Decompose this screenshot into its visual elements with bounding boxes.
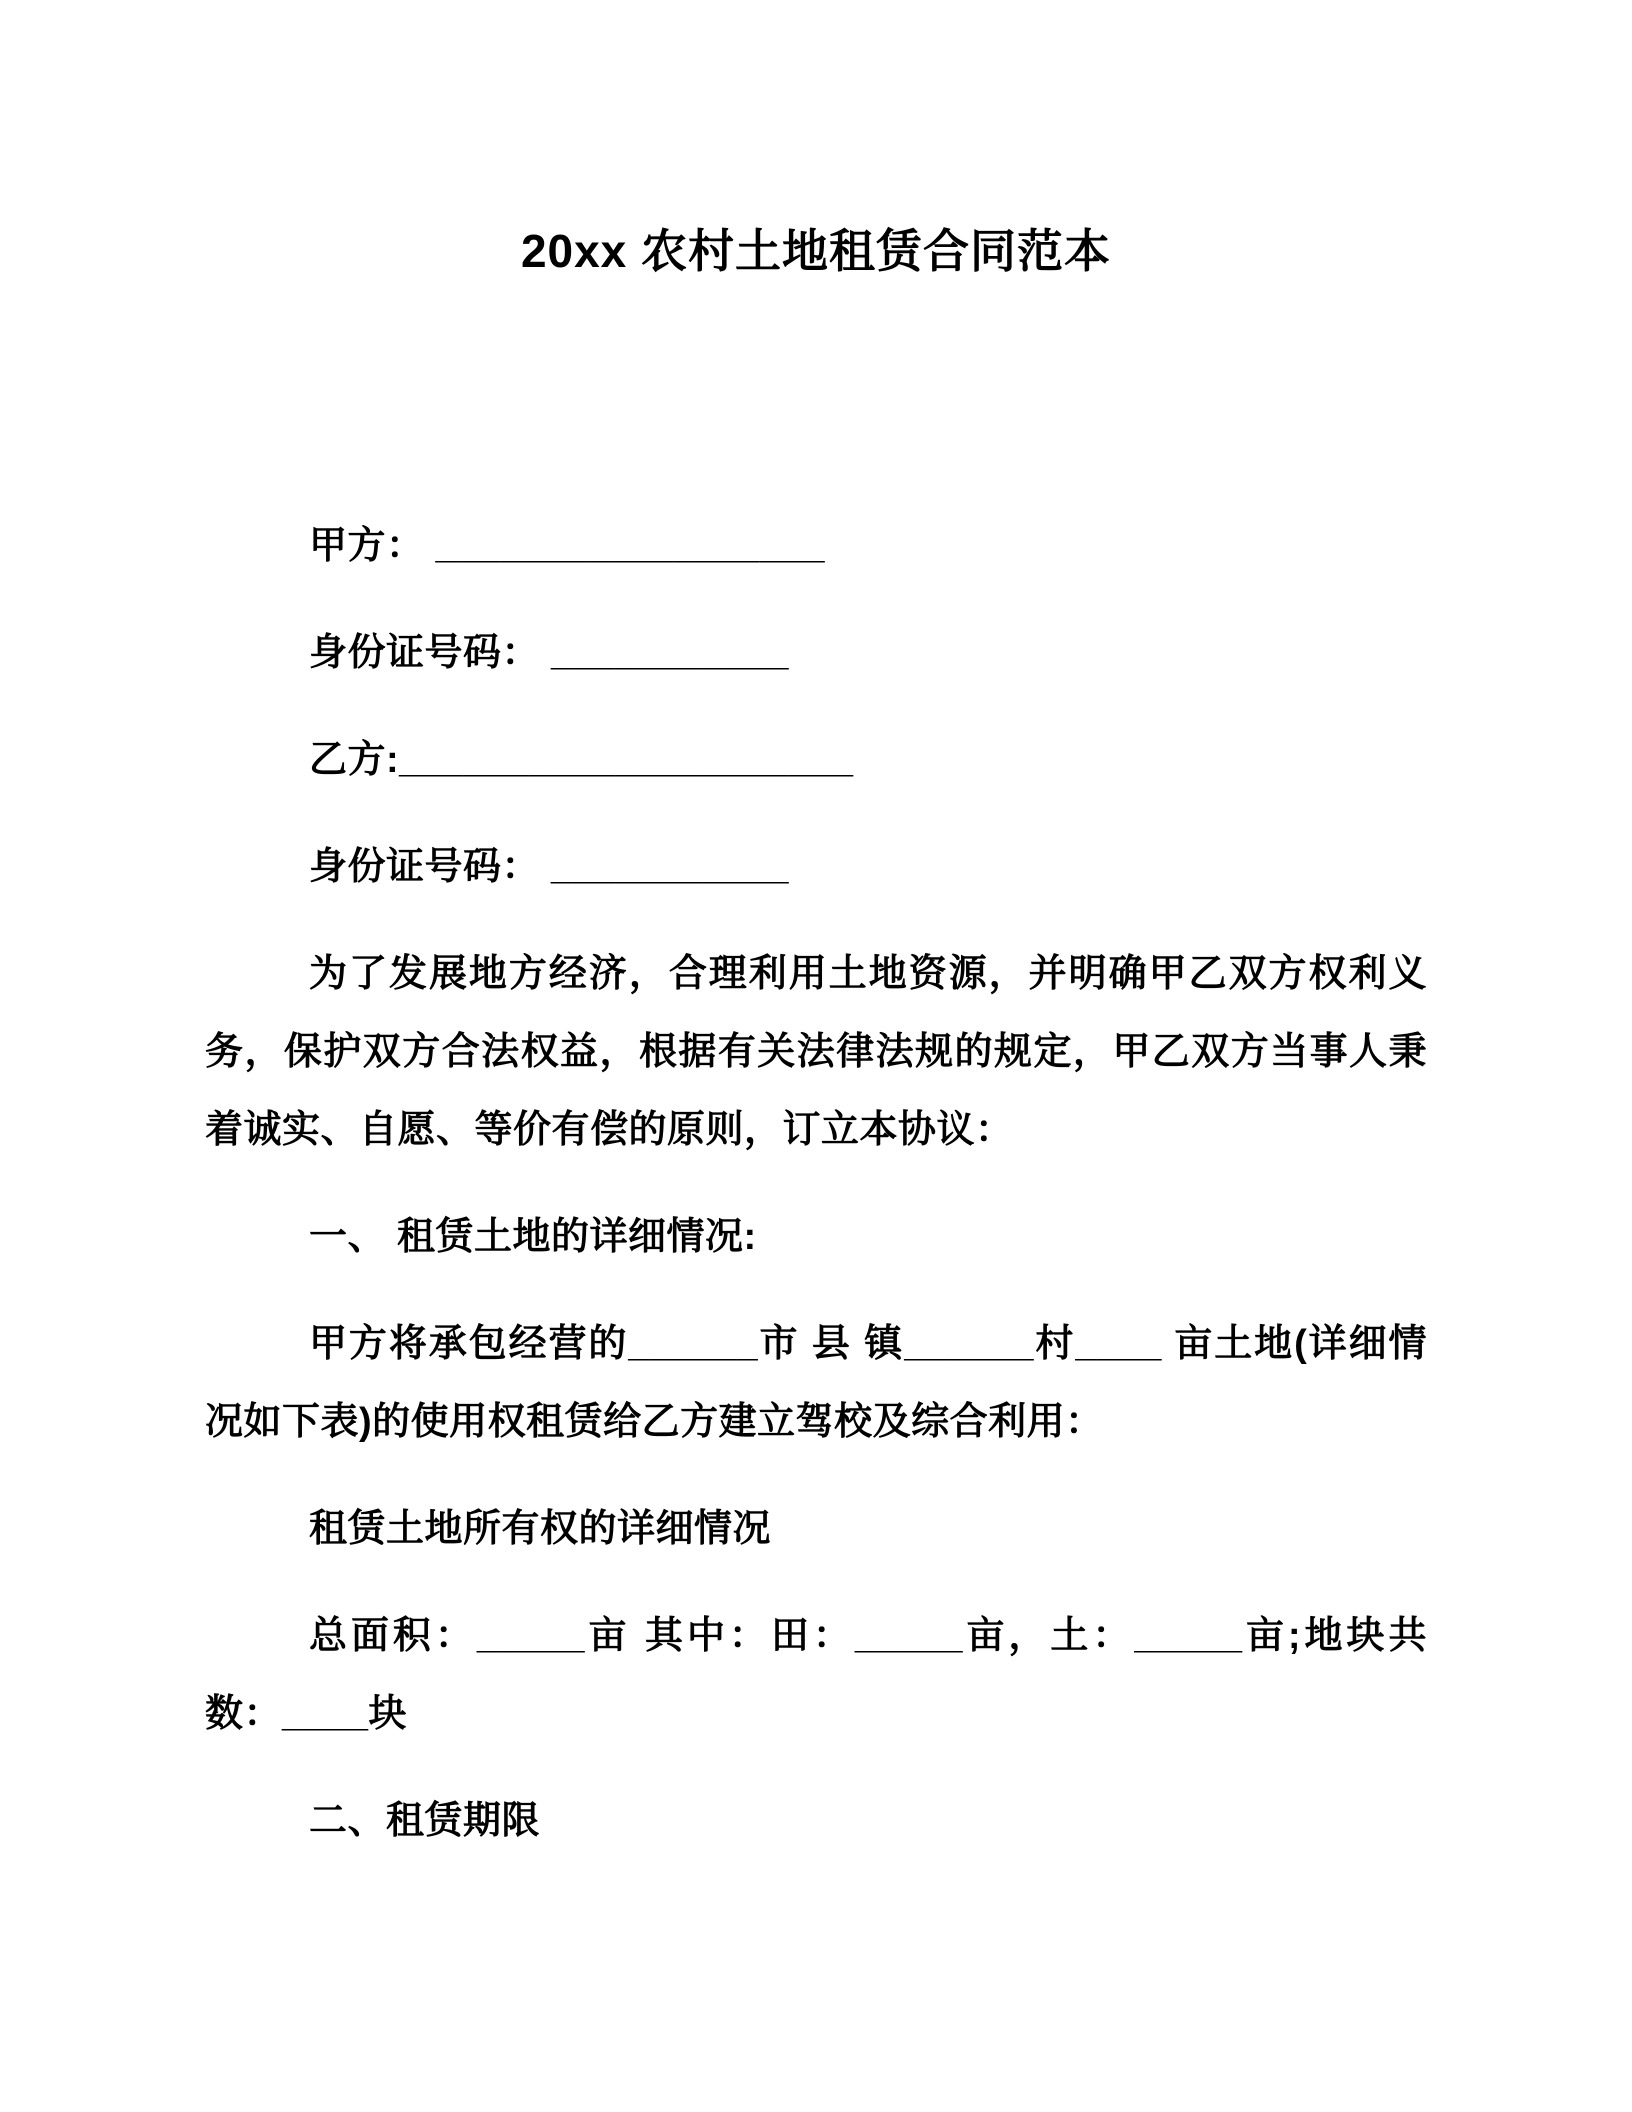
party-b-line: 乙方:_____________________ — [309, 739, 854, 781]
land-detail-paragraph: 甲方将承包经营的______市 县 镇______村____ 亩土地(详细情况如下表)的使用权租赁给乙方建立驾校及综合利用： — [205, 1323, 1427, 1443]
section-1-heading: 一、 租赁土地的详细情况: — [309, 1216, 757, 1258]
area-detail-paragraph: 总面积：_____亩 其中：田：_____亩，土：_____亩;地块共数：____块 — [205, 1615, 1427, 1735]
document-title: 20xx 农村土地租赁合同范本 — [520, 225, 1112, 277]
section-2-heading: 二、租赁期限 — [309, 1800, 541, 1842]
party-b-id-line: 身份证号码： ___________ — [309, 846, 790, 888]
party-a-line: 甲方： __________________ — [309, 525, 825, 567]
preamble-paragraph: 为了发展地方经济，合理利用土地资源，并明确甲乙双方权利义务，保护双方合法权益，根据有关法律法规的规定，甲乙双方当事人秉着诚实、自愿、等价有偿的原则，订立本协议： — [205, 953, 1427, 1151]
party-a-id-line: 身份证号码： ___________ — [309, 632, 790, 674]
ownership-detail-line: 租赁土地所有权的详细情况 — [309, 1508, 772, 1550]
